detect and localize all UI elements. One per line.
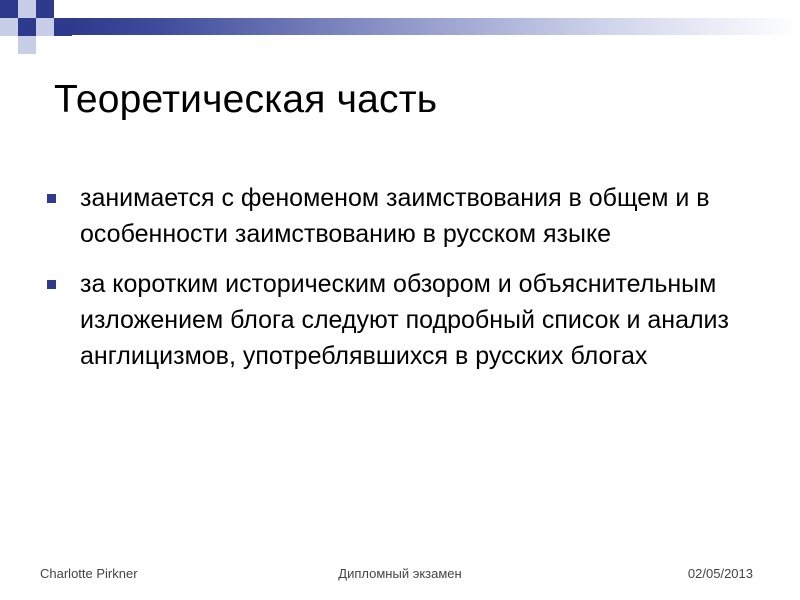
decor-square-6 <box>36 18 54 36</box>
decor-square-5 <box>18 18 36 36</box>
bullet-list <box>42 180 762 388</box>
bullet-text: занимается с феноменом заимствования в общем и в особенности заимствованию в русском языке <box>80 184 710 248</box>
decor-square-1 <box>0 0 18 18</box>
bullet-item <box>42 266 762 374</box>
footer-date: 02/05/2013 <box>687 566 753 581</box>
bullet-item <box>42 180 762 252</box>
square-bullet-icon <box>47 280 56 289</box>
decor-square-8 <box>18 36 36 54</box>
decor-square-4 <box>0 18 18 36</box>
slide-title: Теоретическая часть <box>54 78 438 121</box>
square-bullet-icon <box>47 194 56 203</box>
decor-square-3 <box>36 0 54 18</box>
decor-square-2 <box>18 0 36 18</box>
footer-author: Charlotte Pirkner <box>40 566 138 581</box>
bullet-text: за коротким историческим обзором и объяснительным изложением блога следуют подробный список и анализ англицизмов, употреблявшихся в русских блогах <box>80 270 729 370</box>
footer-title: Дипломный экзамен <box>338 566 462 581</box>
decor-square-7 <box>54 18 72 36</box>
header-gradient-bar <box>72 18 800 35</box>
